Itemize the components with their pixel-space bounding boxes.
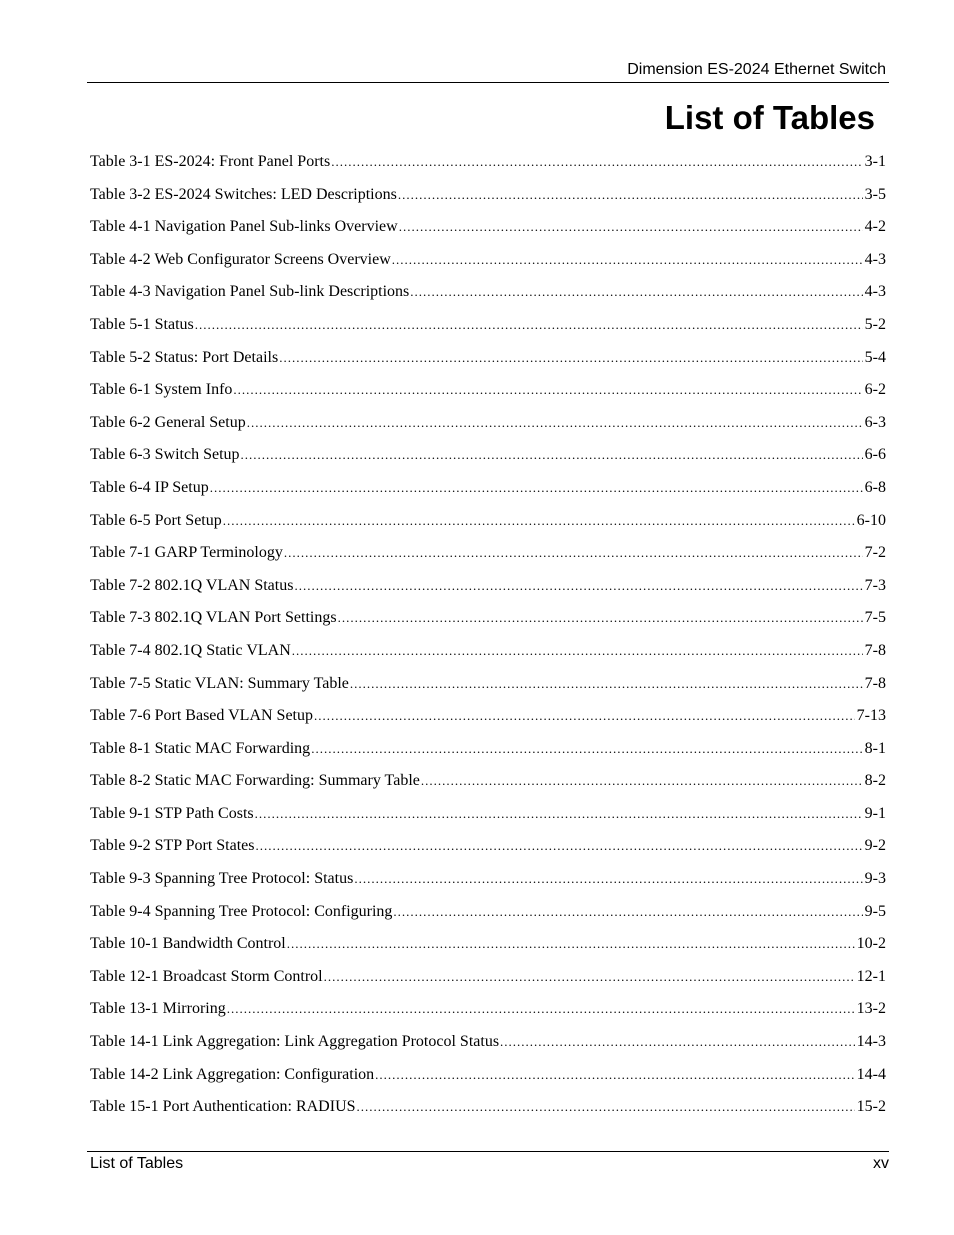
toc-entry-page-number[interactable]: 7-8 (864, 674, 886, 692)
toc-entry[interactable] (90, 605, 886, 638)
toc-entry[interactable] (90, 671, 886, 704)
toc-entry[interactable] (90, 442, 886, 475)
toc-entry[interactable] (90, 279, 886, 312)
toc-entry-label[interactable]: Table 9-1 STP Path Costs (90, 804, 254, 822)
toc-entry-page-number[interactable]: 9-1 (864, 804, 886, 822)
toc-entry-label[interactable]: Table 15-1 Port Authentication: RADIUS (90, 1098, 356, 1116)
toc-dot-leader (331, 149, 862, 175)
toc-entry-label[interactable]: Table 7-1 GARP Terminology (90, 544, 283, 562)
toc-dot-leader (354, 866, 862, 892)
toc-entry[interactable] (90, 540, 886, 573)
toc-entry-label[interactable]: Table 6-1 System Info (90, 381, 233, 399)
toc-dot-leader (279, 345, 862, 371)
toc-entry[interactable] (90, 1062, 886, 1095)
toc-dot-leader (255, 801, 863, 827)
page-title: List of Tables (664, 99, 875, 136)
toc-entry-page-number[interactable]: 8-1 (864, 739, 886, 757)
toc-entry-label[interactable]: Table 12-1 Broadcast Storm Control (90, 967, 323, 985)
toc-entry-label[interactable]: Table 6-4 IP Setup (90, 478, 209, 496)
footer-page-number: xv (873, 1155, 889, 1172)
toc-entry-page-number[interactable]: 7-5 (864, 609, 886, 627)
toc-entry[interactable] (90, 964, 886, 997)
toc-dot-leader (287, 931, 855, 957)
toc-dot-leader (195, 312, 863, 338)
toc-entry-page-number[interactable]: 7-13 (856, 707, 886, 725)
toc-entry-page-number[interactable]: 4-3 (864, 283, 886, 301)
toc-dot-leader (398, 182, 863, 208)
toc-entry-page-number[interactable]: 3-5 (864, 185, 886, 203)
toc-entry-page-number[interactable]: 10-2 (856, 935, 886, 953)
toc-entry[interactable] (90, 866, 886, 899)
toc-entry-label[interactable]: Table 8-1 Static MAC Forwarding (90, 739, 311, 757)
toc-entry-page-number[interactable]: 5-4 (864, 348, 886, 366)
toc-entry[interactable] (90, 214, 886, 247)
toc-entry-page-number[interactable]: 6-2 (864, 381, 886, 399)
toc-entry-label[interactable]: Table 3-1 ES-2024: Front Panel Ports (90, 153, 331, 170)
toc-entry[interactable] (90, 377, 886, 410)
toc-entry-label[interactable]: Table 4-1 Navigation Panel Sub-links Overview (90, 218, 398, 236)
toc-entry-page-number[interactable]: 9-2 (864, 837, 886, 855)
toc-dot-leader (294, 573, 862, 599)
toc-entry[interactable] (90, 801, 886, 834)
toc-entry[interactable] (90, 931, 886, 964)
toc-entry-page-number[interactable]: 15-2 (856, 1098, 886, 1116)
toc-entry-label[interactable]: Table 4-2 Web Configurator Screens Overview (90, 250, 391, 268)
toc-entry[interactable] (90, 996, 886, 1029)
toc-entry-page-number[interactable]: 6-10 (856, 511, 886, 529)
toc-entry-label[interactable]: Table 13-1 Mirroring (90, 1000, 226, 1018)
toc-entry-page-number[interactable]: 8-2 (864, 772, 886, 790)
toc-entry-page-number[interactable]: 3-1 (864, 153, 886, 170)
toc-entry-label[interactable]: Table 4-3 Navigation Panel Sub-link Descriptions (90, 283, 410, 301)
toc-dot-leader (227, 996, 855, 1022)
toc-entry[interactable] (90, 703, 886, 736)
toc-dot-leader (223, 508, 855, 534)
toc-entry-label[interactable]: Table 8-2 Static MAC Forwarding: Summary Table (90, 772, 420, 790)
toc-entry-label[interactable]: Table 10-1 Bandwidth Control (90, 935, 286, 953)
toc-entry-label[interactable]: Table 7-3 802.1Q VLAN Port Settings (90, 609, 337, 627)
toc-entry[interactable] (90, 475, 886, 508)
toc-entry-label[interactable]: Table 9-2 STP Port States (90, 837, 255, 855)
footer-section-title: List of Tables (90, 1155, 184, 1172)
toc-dot-leader (241, 442, 863, 468)
toc-entry-label[interactable]: Table 9-4 Spanning Tree Protocol: Configuring (90, 902, 393, 920)
toc-entry-page-number[interactable]: 6-8 (864, 478, 886, 496)
toc-entry-label[interactable]: Table 14-2 Link Aggregation: Configuration (90, 1065, 375, 1083)
toc-entry-label[interactable]: Table 5-2 Status: Port Details (90, 348, 279, 366)
toc-entry[interactable] (90, 573, 886, 606)
toc-entry-page-number[interactable]: 4-2 (864, 218, 886, 236)
toc-dot-leader (338, 605, 863, 631)
toc-entry-page-number[interactable]: 14-3 (856, 1033, 886, 1051)
toc-entry-label[interactable]: Table 9-3 Spanning Tree Protocol: Status (90, 870, 354, 888)
toc-entry[interactable] (90, 899, 886, 932)
toc-dot-leader (421, 768, 863, 794)
toc-entry[interactable] (90, 768, 886, 801)
toc-dot-leader (233, 377, 862, 403)
toc-entry-label[interactable]: Table 14-1 Link Aggregation: Link Aggregation Protocol Status (90, 1033, 500, 1051)
toc-entry[interactable] (90, 736, 886, 769)
header-divider (87, 82, 889, 83)
toc-dot-leader (399, 214, 863, 240)
toc-entry[interactable] (90, 833, 886, 866)
toc-entry-label[interactable]: Table 7-5 Static VLAN: Summary Table (90, 674, 349, 692)
toc-entry-label[interactable]: Table 3-2 ES-2024 Switches: LED Descriptions (90, 185, 397, 203)
toc-dot-leader (247, 410, 863, 436)
toc-dot-leader (392, 247, 863, 273)
toc-dot-leader (210, 475, 863, 501)
toc-entry-label[interactable]: Table 7-6 Port Based VLAN Setup (90, 707, 313, 725)
toc-dot-leader (500, 1029, 855, 1055)
toc-entry-label[interactable]: Table 5-1 Status (90, 315, 194, 333)
toc-dot-leader (324, 964, 855, 990)
toc-entry[interactable] (90, 182, 886, 215)
toc-entry-label[interactable]: Table 6-2 General Setup (90, 413, 246, 431)
toc-entry-page-number[interactable]: 7-8 (864, 641, 886, 659)
toc-entry-page-number[interactable]: 14-4 (856, 1065, 886, 1083)
toc-dot-leader (292, 638, 863, 664)
toc-entry-page-number[interactable]: 6-6 (864, 446, 886, 464)
toc-entry[interactable] (90, 247, 886, 280)
table-of-tables-list (90, 149, 886, 1127)
toc-entry-page-number[interactable]: 13-2 (856, 1000, 886, 1018)
toc-dot-leader (410, 279, 862, 305)
toc-entry-page-number[interactable]: 7-2 (864, 544, 886, 562)
running-header-title: Dimension ES-2024 Ethernet Switch (627, 61, 886, 78)
toc-entry[interactable] (90, 312, 886, 345)
toc-dot-leader (375, 1062, 855, 1088)
toc-entry-page-number[interactable]: 12-1 (856, 967, 886, 985)
footer-divider (87, 1151, 889, 1152)
toc-entry-label[interactable]: Table 6-3 Switch Setup (90, 446, 240, 464)
toc-entry[interactable] (90, 508, 886, 541)
toc-entry-label[interactable]: Table 7-4 802.1Q Static VLAN (90, 641, 291, 659)
toc-dot-leader (284, 540, 863, 566)
toc-entry-page-number[interactable]: 4-3 (864, 250, 886, 268)
toc-dot-leader (311, 736, 862, 762)
toc-entry[interactable] (90, 638, 886, 671)
toc-entry[interactable] (90, 345, 886, 378)
toc-entry-page-number[interactable]: 9-3 (864, 870, 886, 888)
toc-dot-leader (350, 671, 863, 697)
toc-entry-page-number[interactable]: 7-3 (864, 576, 886, 594)
toc-entry[interactable] (90, 410, 886, 443)
toc-dot-leader (314, 703, 855, 729)
toc-entry-label[interactable]: Table 7-2 802.1Q VLAN Status (90, 576, 294, 594)
toc-entry[interactable] (90, 1094, 886, 1127)
toc-entry[interactable] (90, 149, 886, 182)
toc-entry-label[interactable]: Table 6-5 Port Setup (90, 511, 222, 529)
toc-entry[interactable] (90, 1029, 886, 1062)
toc-dot-leader (256, 833, 863, 859)
toc-dot-leader (393, 899, 862, 925)
toc-entry-page-number[interactable]: 9-5 (864, 902, 886, 920)
toc-entry-page-number[interactable]: 5-2 (864, 315, 886, 333)
toc-dot-leader (357, 1094, 855, 1120)
toc-entry-page-number[interactable]: 6-3 (864, 413, 886, 431)
